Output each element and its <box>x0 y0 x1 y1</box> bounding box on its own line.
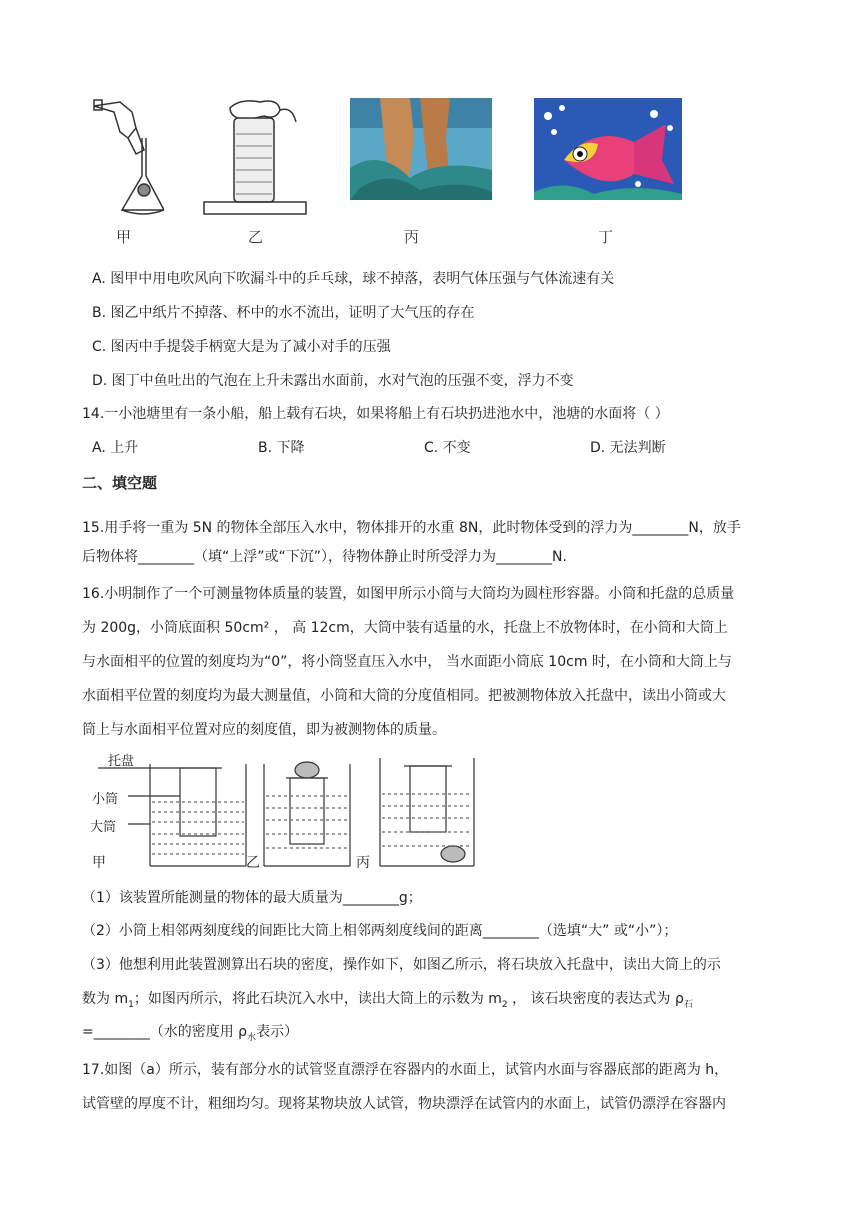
q16-sub-1: （1）该装置所能测量的物体的最大质量为________g； <box>82 890 422 906</box>
q16-sub-3-line-1: （3）他想利用此装置测算出石块的密度，操作如下，如图乙所示，将石块放入托盘中，读出大筒上的示 <box>82 957 721 973</box>
figure-ding-fish-painting <box>534 98 682 200</box>
q16-label-yi: 乙 <box>246 855 260 871</box>
q16-sub-3-subscript-1: 1 <box>128 999 134 1010</box>
q13-option-b: B. 图乙中纸片不掉落、杯中的水不流出，证明了大气压的存在 <box>92 305 475 321</box>
q16-sub-3-subscript-rho-water: 水 <box>247 1032 257 1043</box>
q14-option-c: C. 不变 <box>424 440 471 456</box>
figure-label-jia: 甲 <box>116 228 132 246</box>
figure-label-bing: 丙 <box>404 228 420 246</box>
q17-line-2: 试管壁的厚度不计，粗细均匀。现将某物块放人试管，物块漂浮在试管内的水面上，试管仍漂浮在容器内 <box>82 1096 726 1112</box>
q16-line-2: 为 200g，小筒底面积 50cm² ， 高 12cm，大筒中装有适量的水，托盘上不放物体时，在小筒和大筒上 <box>82 620 728 636</box>
figure-yi-cup-paper <box>200 98 310 218</box>
q15-line-1: 15.用手将一重为 5N 的物体全部压入水中，物体排开的水重 8N，此时物体受到的浮力为________N，放手 <box>82 520 741 536</box>
q17-line-1: 17.如图（a）所示，装有部分水的试管竖直漂浮在容器内的水面上，试管内水面与容器底部的距离为 h， <box>82 1062 729 1078</box>
section-heading-fill-in: 二、填空题 <box>82 474 158 492</box>
q16-sub-3-subscript-2: 2 <box>501 999 508 1010</box>
q16-label-bing: 丙 <box>356 855 370 871</box>
q13-option-d: D. 图丁中鱼吐出的气泡在上升未露出水面前，水对气泡的压强不变，浮力不变 <box>92 373 574 389</box>
q16-line-5: 筒上与水面相平位置对应的刻度值，即为被测物体的质量。 <box>82 722 446 738</box>
q16-apparatus-diagram <box>88 748 488 874</box>
q16-sub-3-text-c: ， 该石块密度的表达式为 ρ <box>507 991 684 1007</box>
q16-sub-3-line-3 <box>82 1022 298 1048</box>
q14-stem: 14.一小池塘里有一条小船，船上载有石块，如果将船上有石块扔进池水中，池塘的水面将（ ） <box>82 406 669 422</box>
figure-jia-hairdryer-funnel <box>92 98 164 220</box>
q16-label-big-tube: 大筒 <box>90 820 117 835</box>
q16-label-small-tube: 小筒 <box>92 792 119 807</box>
q14-option-d: D. 无法判断 <box>590 440 666 456</box>
q16-sub-3-text-d: =________（水的密度用 ρ <box>82 1024 248 1040</box>
q16-figure <box>88 748 488 874</box>
q16-sub-3-subscript-rho-stone: 石 <box>683 999 693 1010</box>
q16-sub-3-text-e: 表示） <box>256 1024 299 1040</box>
q16-sub-3-line-2 <box>82 989 693 1015</box>
q16-sub-3-text-a: 数为 m <box>82 991 129 1007</box>
figure-label-yi: 乙 <box>248 228 264 246</box>
q16-sub-3-text-b: ；如图丙所示，将此石块沉入水中，读出大筒上的示数为 m <box>133 991 502 1007</box>
q16-sub-2: （2）小筒上相邻两刻度线的间距比大筒上相邻两刻度线间的距离________（选填“大” 或“小”）； <box>82 923 678 939</box>
q13-option-c: C. 图丙中手提袋手柄宽大是为了减小对手的压强 <box>92 339 391 355</box>
q16-label-jia: 甲 <box>92 855 106 871</box>
q13-option-a: A. 图甲中用电吹风向下吹漏斗中的乒乓球，球不掉落，表明气体压强与气体流速有关 <box>92 271 615 287</box>
q16-line-1: 16.小明制作了一个可测量物体质量的装置，如图甲所示小筒与大筒均为圆柱形容器。小筒和托盘的总质量 <box>82 586 735 602</box>
figure-label-ding: 丁 <box>598 228 614 246</box>
q16-line-4: 水面相平位置的刻度均为最大测量值，小筒和大筒的分度值相同。把被测物体放入托盘中，读出小筒或大 <box>82 688 726 704</box>
q16-line-3: 与水面相平的位置的刻度均为“0”，将小筒竖直压入水中， 当水面距小筒底 10cm 时，在小筒和大筒上与 <box>82 654 732 670</box>
q15-line-2: 后物体将________（填“上浮”或“下沉”），待物体静止时所受浮力为________N. <box>82 549 567 565</box>
q16-label-tray: 托盘 <box>108 754 135 769</box>
q14-option-a: A. 上升 <box>92 440 139 456</box>
q14-option-b: B. 下降 <box>258 440 305 456</box>
figure-bing-handbag-photo <box>350 98 492 200</box>
